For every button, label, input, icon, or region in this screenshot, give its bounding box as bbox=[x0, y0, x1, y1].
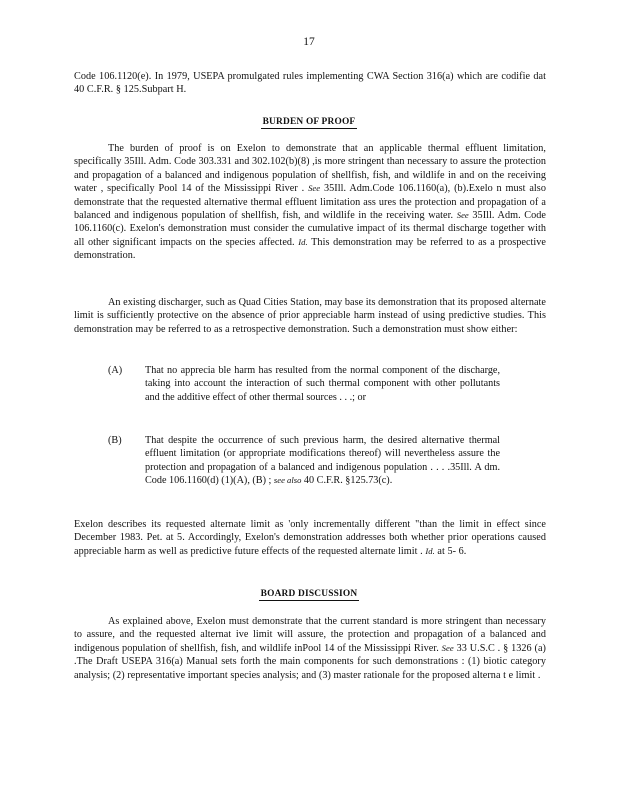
list-item-a-label: (A) bbox=[108, 365, 123, 376]
burden-p3-a: Exelon describes its requested alternate limit as 'only incrementally different "than the limit in effect since December 1983. Pet. at 5. Accordingly, Exelon's demonstration addresses both whether prior operations caused appreciable harm as well as predictive future effects of the requested alternate limit . bbox=[74, 519, 546, 557]
list-item-b-cite: 40 C.F.R. §125.73(c). bbox=[303, 475, 393, 487]
burden-p3-b: at 5- 6. bbox=[437, 545, 467, 557]
burden-p1-c: 35Ill. Adm. Code 106.1160(c). Exelon's demonstration must consider the cumulative impact of its thermal discharge together with all other significant impacts on the species affected. bbox=[74, 210, 546, 248]
burden-heading-text: BURDEN OF PROOF bbox=[262, 117, 356, 127]
board-p1-b: 33 U.S.C . § 1326 (a) .The Draft USEPA 316(a) Manual sets forth the main components for such demonstrations : (1) biotic category analysis; (2) representative important species analysis; and (3) master rationale for the proposed alterna t e limit . bbox=[74, 642, 546, 681]
board-p1-a: As explained above, Exelon must demonstrate that the current standard is more stringent than necessary to assure, and the requested alternat ive limit will assure, the protection and propagation of a balanced and indigenous population of shellfish, fish, and wildlife inPool 14 of the Mississippi River. bbox=[74, 616, 546, 654]
list-item-b-label: (B) bbox=[108, 435, 122, 446]
see-also-citation: see also bbox=[273, 475, 302, 486]
burden-p1-a: The burden of proof is on Exelon to demonstrate that an applicable thermal effluent limitation, specifically 35Ill. Adm. Code 303.331 and 302.102(b)(8) ,is more stringent than necessary to assure the protection and propagation of a balanced and indigenous population of shellfish, fish, and wildlife in and on the receiving water , specifically Pool 14 of the Mississippi River . bbox=[74, 143, 546, 195]
burden-p1-d: This demonstration may be referred to as a prospective demonstration. bbox=[74, 236, 546, 262]
list-item-b-text: That despite the occurrence of such previous harm, the desired alternative thermal effluent limitation (or appropriate modifications thereof) will nevertheless assure the protection and propagation of a balanced and indigenous population . . . .35Ill. A dm. Code 106.1160(d) (1)(A), (B) ; bbox=[145, 435, 500, 487]
burden-paragraph-1 bbox=[74, 142, 546, 263]
board-heading-text: BOARD DISCUSSION bbox=[260, 589, 358, 599]
board-discussion-heading bbox=[0, 589, 618, 599]
burden-of-proof-heading bbox=[0, 117, 618, 127]
board-paragraph-1 bbox=[74, 615, 546, 682]
list-item-b bbox=[108, 434, 500, 504]
intro-paragraph bbox=[74, 70, 546, 97]
see-citation-1: See bbox=[308, 183, 321, 194]
id-citation-2: Id. bbox=[425, 545, 435, 556]
burden-p1-b: 35Ill. Adm.Code 106.1160(a), (b).Exelo n must also demonstrate that the requested alternative thermal effluent limitation ass ures the protection and propagation of a balanced and indigenous population of shellfish, fish, and wildlife in the receiving water. bbox=[74, 183, 546, 222]
id-citation-1: Id. bbox=[298, 236, 308, 247]
burden-paragraph-2 bbox=[74, 296, 546, 336]
burden-paragraph-3 bbox=[74, 518, 546, 558]
see-citation-3: See bbox=[441, 642, 454, 653]
list-item-a bbox=[108, 364, 500, 420]
see-citation-2: See bbox=[456, 210, 469, 221]
intro-text: Code 106.1120(e). In 1979, USEPA promulgated rules implementing CWA Section 316(a) which are codifie dat 40 C.F.R. § 125.Subpart H. bbox=[74, 71, 546, 96]
page-number: 17 bbox=[303, 36, 315, 48]
list-item-a-text: That no apprecia ble harm has resulted from the normal component of the discharge, taking into account the interaction of such thermal component with other pollutants and the additive effect of other thermal sources . . .; or bbox=[145, 365, 500, 403]
burden-p2-text: An existing discharger, such as Quad Cities Station, may base its demonstration that its proposed alternate limit is sufficiently protective on the absence of prior appreciable harm instead of using predictive studies. This demonstration may be referred to as a retrospective demonstration. Such a demonstration must show either: bbox=[74, 297, 546, 335]
